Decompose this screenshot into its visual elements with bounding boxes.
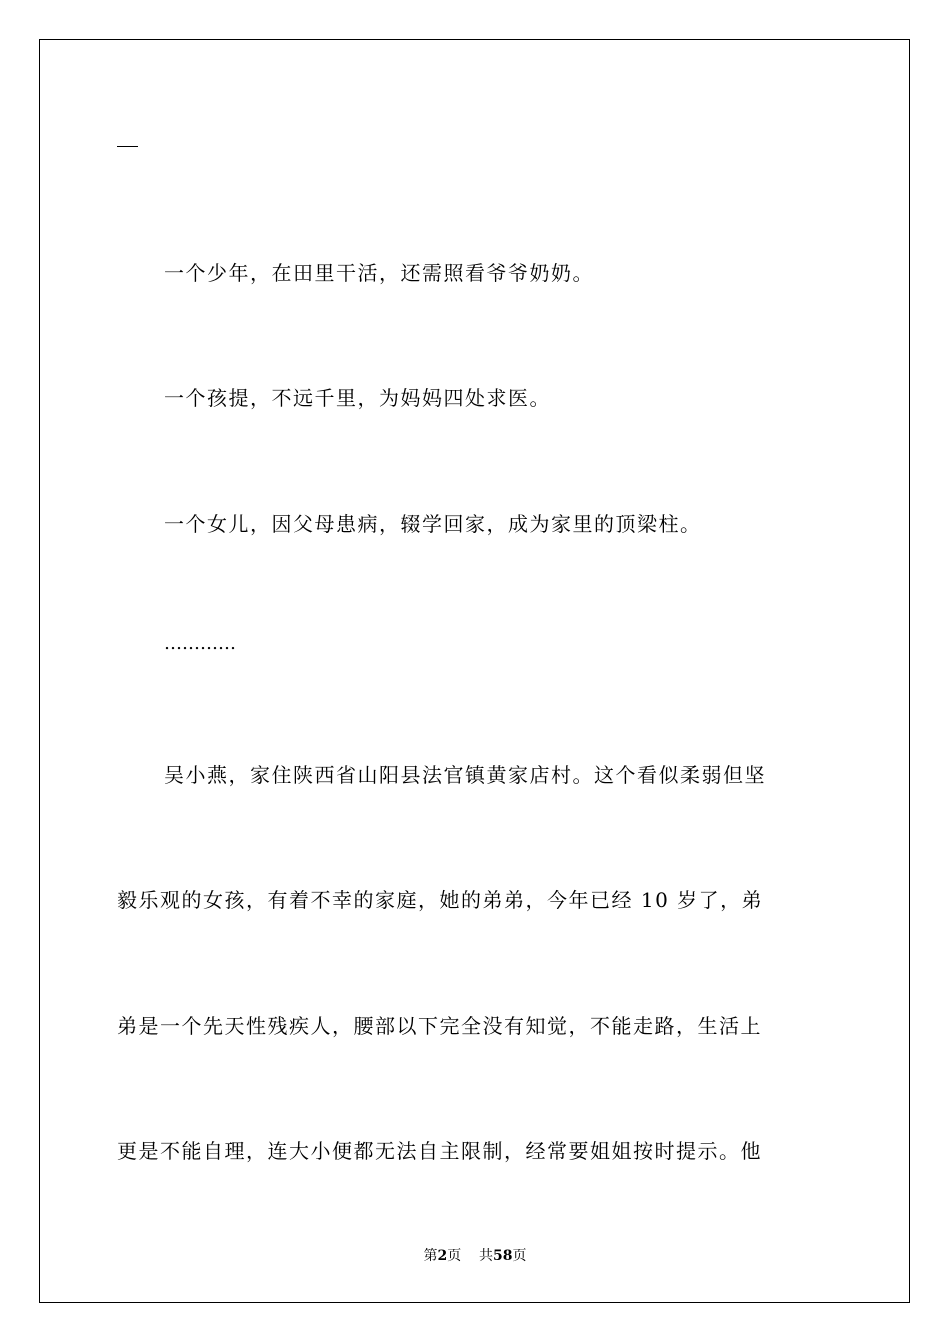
leading-dash <box>117 146 138 147</box>
paragraph-line-7: 弟是一个先天性残疾人，腰部以下完全没有知觉，不能走路，生活上 <box>117 1014 762 1038</box>
footer-total-prefix: 共 <box>479 1248 494 1264</box>
footer-page-number: 2 <box>437 1248 448 1264</box>
paragraph-line-5: 吴小燕，家住陕西省山阳县法官镇黄家店村。这个看似柔弱但坚 <box>164 763 766 787</box>
paragraph-line-6: 毅乐观的女孩，有着不幸的家庭，她的弟弟，今年已经 10 岁了，弟 <box>117 888 764 912</box>
paragraph-line-1: 一个少年，在田里干活，还需照看爷爷奶奶。 <box>164 261 594 285</box>
paragraph-line-2: 一个孩提，不远千里，为妈妈四处求医。 <box>164 386 551 410</box>
footer-page-prefix: 第 <box>423 1248 438 1264</box>
paragraph-line-3: 一个女儿，因父母患病，辍学回家，成为家里的顶梁柱。 <box>164 512 702 536</box>
paragraph-line-8: 更是不能自理，连大小便都无法自主限制，经常要姐姐按时提示。他 <box>117 1139 762 1163</box>
footer-total-suffix: 页 <box>512 1248 527 1264</box>
footer-total-pages: 58 <box>493 1248 513 1264</box>
footer-page-suffix: 页 <box>447 1248 462 1264</box>
page-border <box>39 39 910 1303</box>
ellipsis-line: ………… <box>164 633 236 654</box>
page-footer <box>0 1247 950 1265</box>
